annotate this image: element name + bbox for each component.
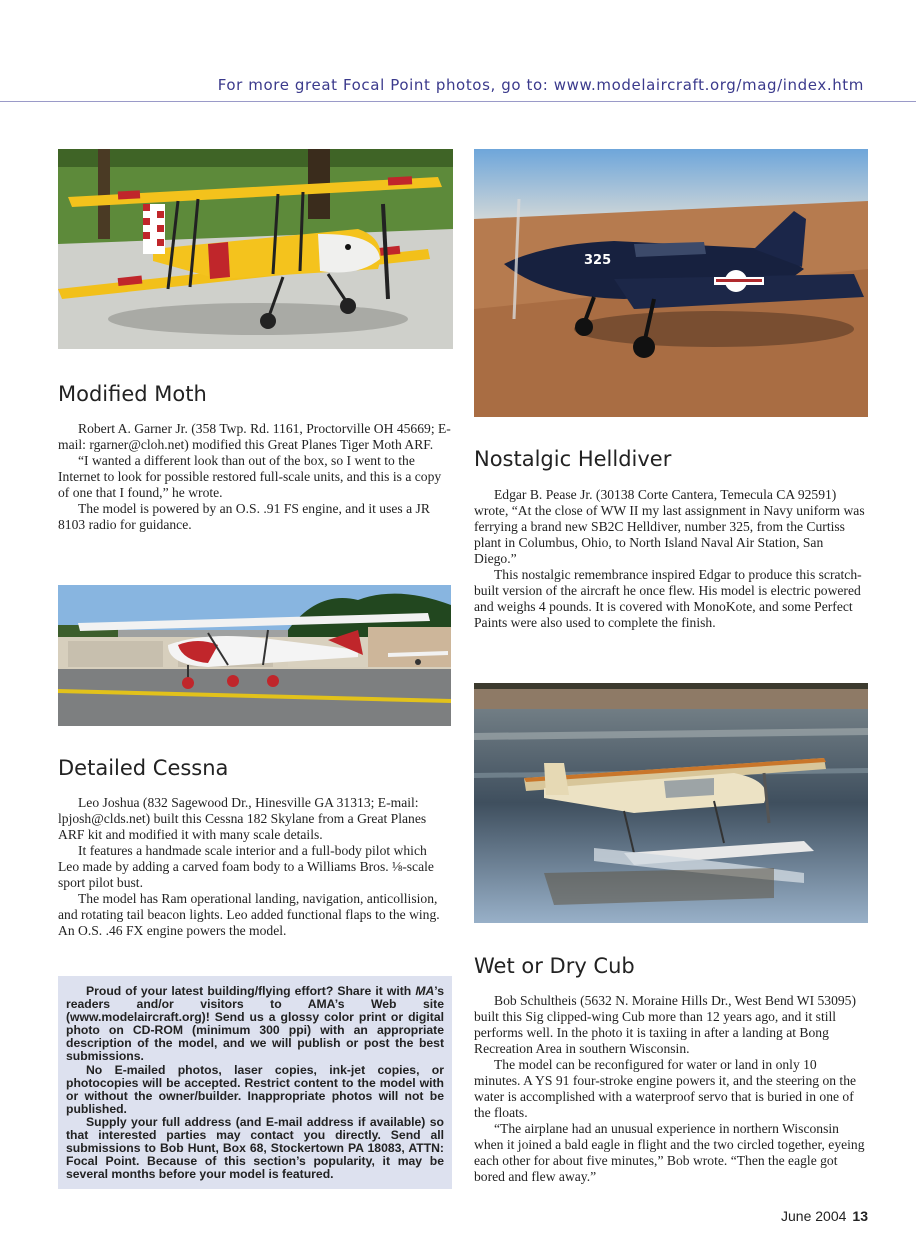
paragraph: Edgar B. Pease Jr. (30138 Corte Cantera, Temecula CA 92591) wrote, “At the close of WW II my last assignment in Navy uniform was ferrying a brand new SB2C Helldiver, number 325, from the Curtiss plant in Columbus, Ohio, to North Island Naval Air Station, San Diego.”	[474, 487, 865, 566]
paragraph: This nostalgic remembrance inspired Edgar to produce this scratch-built version of the aircraft he once flew. His model is electric powered and weighs 4 pounds. It is covered with MonoKote, and some Perfect Paints were also used to complete the finish.	[474, 567, 862, 630]
paragraph: “I wanted a different look than out of the box, so I went to the Internet to look for possible restored full-scale units, and this is a copy of one that I found,” he wrote.	[58, 453, 442, 500]
heading-detailed-cessna: Detailed Cessna	[58, 756, 229, 780]
photo-wet-or-dry-cub	[474, 683, 868, 923]
page-number: 13	[852, 1208, 868, 1224]
paragraph: Bob Schultheis (5632 N. Moraine Hills Dr., West Bend WI 53095) built this Sig clipped-wing Cub more than 12 years ago, and it still performs well. In the photo it is taxiing in after a landing at Bong Recreation Area in southern Wisconsin.	[474, 993, 857, 1056]
heading-wet-or-dry-cub: Wet or Dry Cub	[474, 954, 635, 978]
article-wet-or-dry-cub	[474, 993, 866, 1185]
photo-nostalgic-helldiver	[474, 149, 868, 417]
helldiver-number: 325	[584, 253, 612, 268]
paragraph: It features a handmade scale interior and a full-body pilot which Leo made by adding a carved foam body to a Williams Bros. ⅛-scale sport pilot bust.	[58, 843, 434, 890]
heading-nostalgic-helldiver: Nostalgic Helldiver	[474, 447, 672, 471]
callout-paragraph: No E-mailed photos, laser copies, ink-jet copies, or photocopies will be accepted. Restrict content to the model with or without the owner/builder. Inappropriate photos will not be published.	[66, 1062, 444, 1116]
header-link[interactable]: For more great Focal Point photos, go to: www.modelaircraft.org/mag/index.htm	[217, 76, 864, 94]
photo-modified-moth	[58, 149, 453, 349]
magazine-abbrev: MA	[415, 984, 435, 998]
callout-paragraph: Proud of your latest building/flying effort? Share it with MA’s readers and/or visitors to AMA’s Web site (www.modelaircraft.org)! Send us a glossy color print or digital photo on CD-ROM (minimum 300 ppi) with an appropriate description of the model, and we will publish or post the best submissions.	[66, 984, 444, 1064]
photo-detailed-cessna	[58, 585, 451, 726]
paragraph: Robert A. Garner Jr. (358 Twp. Rd. 1161, Proctorville OH 45669; E-mail: rgarner@cloh.net) modified this Great Planes Tiger Moth ARF.	[58, 421, 451, 452]
page-footer	[781, 1208, 868, 1224]
paragraph: Leo Joshua (832 Sagewood Dr., Hinesville GA 31313; E-mail: lpjosh@clds.net) built this Cessna 182 Skylane from a Great Planes ARF kit and modified it with many scale details.	[58, 795, 427, 842]
submission-callout	[58, 976, 452, 1189]
callout-paragraph: Supply your full address (and E-mail address if available) so that interested parties may contact you directly. Send all submissions to Bob Hunt, Box 68, Stockertown PA 18083, ATTN: Focal Point. Because of this section’s popularity, it may be several months before your model is featured.	[66, 1114, 444, 1182]
paragraph: The model has Ram operational landing, navigation, anticollision, and rotating tail beacon lights. Leo added functional flaps to the wing. An O.S. .46 FX engine powers the model.	[58, 891, 440, 938]
heading-modified-moth: Modified Moth	[58, 382, 207, 406]
header-divider	[0, 101, 916, 102]
article-modified-moth	[58, 421, 452, 533]
paragraph: “The airplane had an unusual experience in northern Wisconsin when it joined a bald eagle in flight and the two circled together, eyeing each other for about five minutes,” Bob wrote. “Then the eagle got bored and flew away.”	[474, 1121, 865, 1184]
article-nostalgic-helldiver	[474, 487, 866, 631]
paragraph: The model is powered by an O.S. .91 FS engine, and it uses a JR 8103 radio for guidance.	[58, 501, 430, 532]
paragraph: The model can be reconfigured for water or land in only 10 minutes. A YS 91 four-stroke engine powers it, and the steering on the water is accomplished with a waterproof servo that is buried in one of the floats.	[474, 1057, 857, 1120]
issue-date: June 2004	[781, 1208, 847, 1224]
article-detailed-cessna	[58, 795, 450, 939]
